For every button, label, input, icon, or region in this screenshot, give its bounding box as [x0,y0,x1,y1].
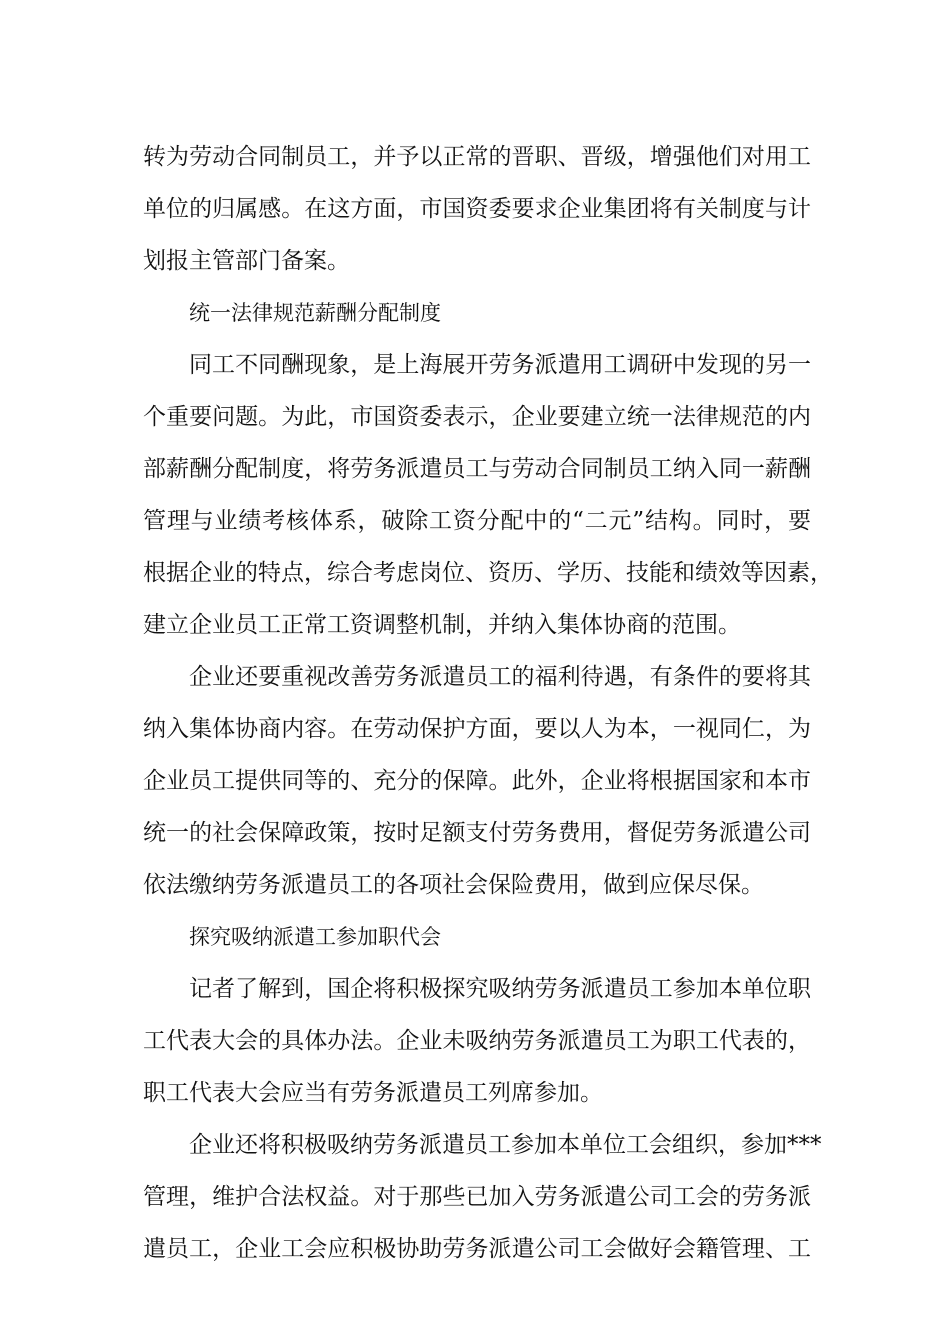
paragraph-line: 根据企业的特点，综合考虑岗位、资历、学历、技能和绩效等因素， [143,560,833,586]
paragraph-line: 企业员工提供同等的、充分的保障。此外，企业将根据国家和本市 [143,768,811,794]
section-heading: 统一法律规范薪酬分配制度 [189,301,441,325]
paragraph-line: 同工不同酬现象，是上海展开劳务派遣用工调研中发现的另一 [189,352,811,378]
document-body [143,131,833,1275]
paragraph-line: 纳入集体协商内容。在劳动保护方面，要以人为本，一视同仁，为 [143,716,811,742]
paragraph-line: 管理，维护合法权益。对于那些已加入劳务派遣公司工会的劳务派 [143,1184,811,1210]
paragraph-line: 转为劳动合同制员工，并予以正常的晋职、晋级，增强他们对用工 [143,144,811,170]
paragraph-line: 职工代表大会应当有劳务派遣员工列席参加。 [143,1080,603,1106]
section-heading: 探究吸纳派遣工参加职代会 [189,925,441,949]
paragraph-line: 企业还将积极吸纳劳务派遣员工参加本单位工会组织，参加*** [189,1132,822,1158]
paragraph-line: 统一的社会保障政策，按时足额支付劳务费用，督促劳务派遣公司 [143,820,811,846]
paragraph-line: 依法缴纳劳务派遣员工的各项社会保险费用，做到应保尽保。 [143,872,764,898]
paragraph-line: 企业还要重视改善劳务派遣员工的福利待遇，有条件的要将其 [189,664,811,690]
paragraph-line: 划报主管部门备案。 [143,248,350,274]
paragraph-line: 工代表大会的具体办法。企业未吸纳劳务派遣员工为职工代表的， [143,1028,811,1054]
paragraph-line: 建立企业员工正常工资调整机制，并纳入集体协商的范围。 [143,612,741,638]
paragraph-line: 遣员工，企业工会应积极协助劳务派遣公司工会做好会籍管理、工 [143,1236,811,1262]
paragraph-line: 个重要问题。为此，市国资委表示，企业要建立统一法律规范的内 [143,404,811,430]
paragraph-line: 记者了解到，国企将积极探究吸纳劳务派遣员工参加本单位职 [189,976,811,1002]
paragraph-line: 部薪酬分配制度，将劳务派遣员工与劳动合同制员工纳入同一薪酬 [143,456,811,482]
paragraph-line: 管理与业绩考核体系，破除工资分配中的“二元”结构。同时，要 [143,508,811,534]
paragraph-line: 单位的归属感。在这方面，市国资委要求企业集团将有关制度与计 [143,196,811,222]
